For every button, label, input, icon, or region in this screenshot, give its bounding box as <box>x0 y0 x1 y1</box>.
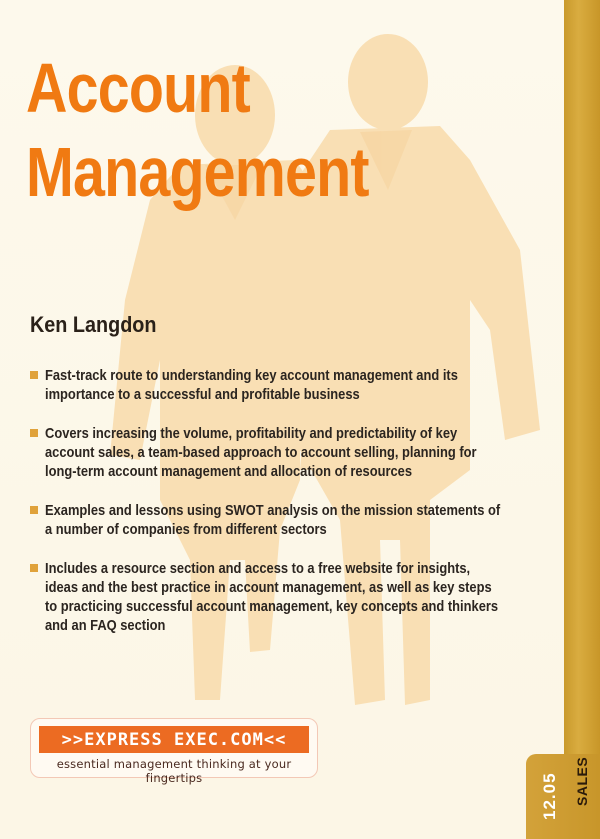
logo-tagline: essential management thinking at your fingertips <box>56 757 292 785</box>
logo-text: >>EXPRESS EXEC.COM<< <box>61 729 287 750</box>
title-line-1: Account <box>26 49 250 127</box>
feature-text: Includes a resource section and access to a free website for insights, ideas and the best practice in account management, as well as key steps to practicing successful account management, key concepts and thinkers and an FAQ section <box>45 560 499 634</box>
series-code: 12.05 <box>540 772 559 820</box>
logo-bar <box>39 726 309 753</box>
feature-text: Fast-track route to understanding key account management and its importance to a successful and profitable business <box>45 367 458 403</box>
book-title <box>26 46 369 214</box>
spine-strip <box>564 0 600 839</box>
express-exec-logo <box>30 718 318 785</box>
square-bullet-icon <box>30 371 38 379</box>
square-bullet-icon <box>30 429 38 437</box>
square-bullet-icon <box>30 564 38 572</box>
feature-bullet-list <box>30 366 500 655</box>
feature-bullet <box>30 366 500 404</box>
title-line-2: Management <box>26 133 369 211</box>
feature-bullet <box>30 424 500 481</box>
feature-text: Covers increasing the volume, profitability and predictability of key account sales, a team-based approach to account selling, planning for long-term account management and allocation of resources <box>45 425 477 480</box>
series-name: SALES <box>574 756 590 806</box>
author-name: Ken Langdon <box>30 312 157 337</box>
feature-bullet <box>30 559 500 635</box>
feature-bullet <box>30 501 500 539</box>
square-bullet-icon <box>30 506 38 514</box>
feature-text: Examples and lessons using SWOT analysis on the mission statements of a number of companies from different sectors <box>45 502 501 538</box>
